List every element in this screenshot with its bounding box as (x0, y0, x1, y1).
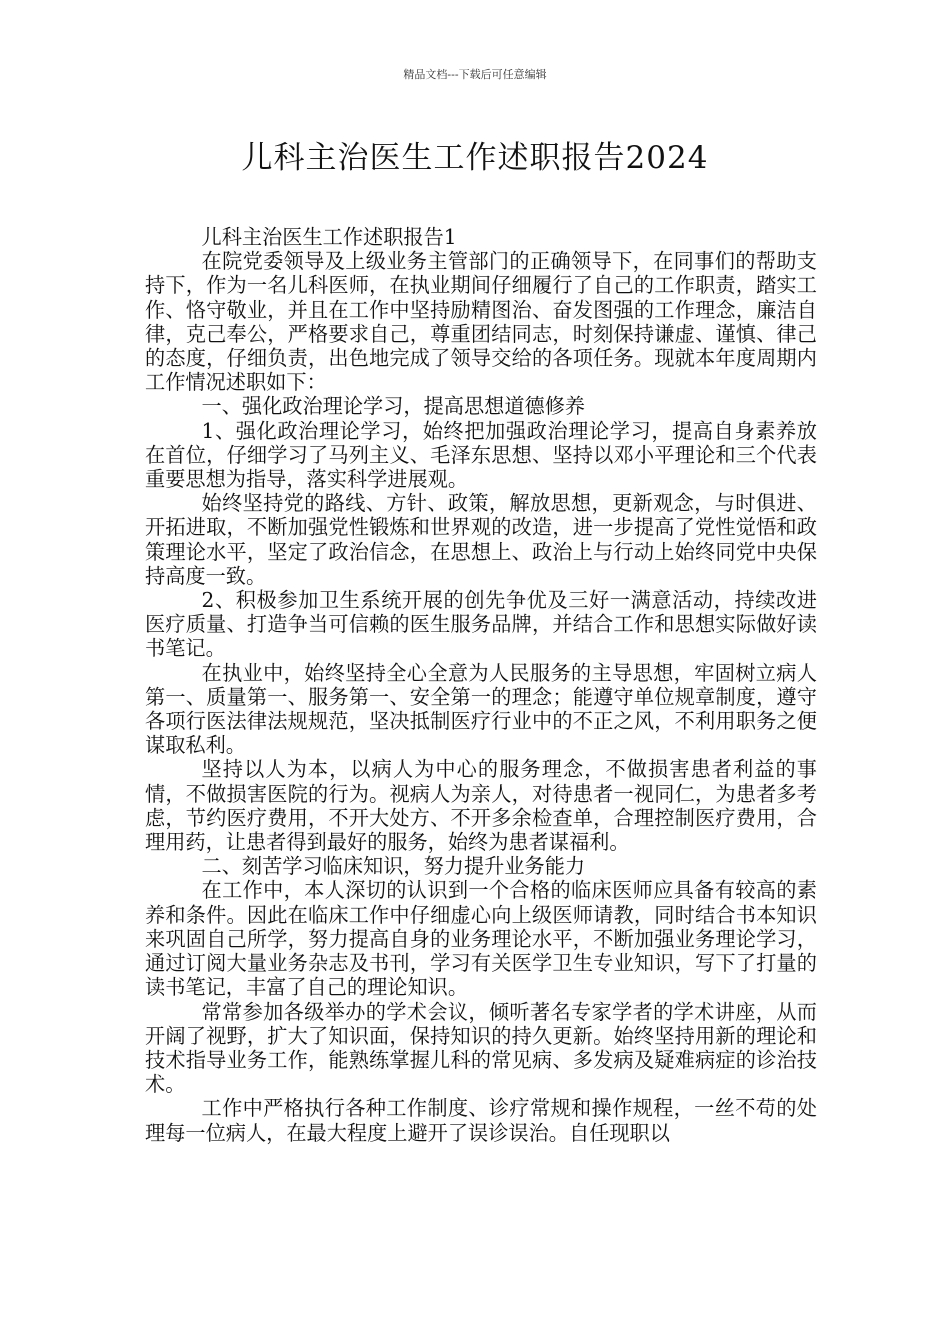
paragraph: 在执业中，始终坚持全心全意为人民服务的主导思想，牢固树立病人第一、质量第一、服务第一、安全第一的理念；能遵守单位规章制度，遵守各项行医法律法规规范，坚决抵制医疗行业中的不正之风，不利用职务之便谋取私利。 (145, 660, 817, 758)
section-heading-1: 一、强化政治理论学习，提高思想道德修养 (201, 394, 586, 419)
paragraph-intro: 在院党委领导及上级业务主管部门的正确领导下，在同事们的帮助支持下，作为一名儿科医师，在执业期间仔细履行了自己的工作职责，踏实工作、恪守敬业，并且在工作中坚持励精图治、奋发图强的工作理念，廉洁自律，克己奉公，严格要求自己，尊重团结同志，时刻保持谦虚、谨慎、律己的态度，仔细负责，出色地完成了领导交给的各项任务。现就本年度周期内工作情况述职如下： (145, 249, 817, 395)
paragraph: 1、强化政治理论学习，始终把加强政治理论学习，提高自身素养放在首位，仔细学习了马列主义、毛泽东思想、坚持以邓小平理论和三个代表重要思想为指导，落实科学进展观。 (145, 418, 817, 492)
paragraph: 常常参加各级举办的学术会议，倾听著名专家学者的学术讲座，从而开阔了视野，扩大了知识面，保持知识的持久更新。始终坚持用新的理论和技术指导业务工作，能熟练掌握儿科的常见病、多发病及疑难病症的诊治技术。 (145, 999, 817, 1097)
page-header-note: 精品文档---下载后可任意编辑 (403, 68, 547, 81)
paragraph: 2、积极参加卫生系统开展的创先争优及三好一满意活动，持续改进医疗质量、打造争当可信赖的医生服务品牌，并结合工作和思想实际做好读书笔记。 (145, 588, 817, 661)
paragraph: 在工作中，本人深切的认识到一个合格的临床医师应具备有较高的素养和条件。因此在临床工作中仔细虚心向上级医师请教，同时结合书本知识来巩固自己所学，努力提高自身的业务理论水平，不断加强业务理论学习，通过订阅大量业务杂志及书刊，学习有关医学卫生专业知识，写下了打量的读书笔记，丰富了自己的理论知识。 (145, 878, 817, 1000)
section-subtitle: 儿科主治医生工作述职报告1 (201, 225, 457, 249)
paragraph: 坚持以人为本，以病人为中心的服务理念，不做损害患者利益的事情，不做损害医院的行为。视病人为亲人，对待患者一视同仁，为患者多考虑，节约医疗费用，不开大处方、不开多余检查单，合理控制医疗费用，合理用药，让患者得到最好的服务，始终为患者谋福利。 (145, 757, 817, 855)
paragraph: 工作中严格执行各种工作制度、诊疗常规和操作规程，一丝不苟的处理每一位病人，在最大程度上避开了误诊误治。自任现职以 (145, 1096, 817, 1145)
paragraph: 始终坚持党的路线、方针、政策，解放思想，更新观念，与时俱进、开拓进取，不断加强党性锻炼和世界观的改造，进一步提高了党性觉悟和政策理论水平，坚定了政治信念，在思想上、政治上与行动上始终同党中央保持高度一致。 (145, 491, 817, 588)
section-heading-2: 二、刻苦学习临床知识，努力提升业务能力 (201, 854, 586, 879)
document-body (145, 225, 817, 1145)
document-title: 儿科主治医生工作述职报告2024 (241, 140, 709, 176)
